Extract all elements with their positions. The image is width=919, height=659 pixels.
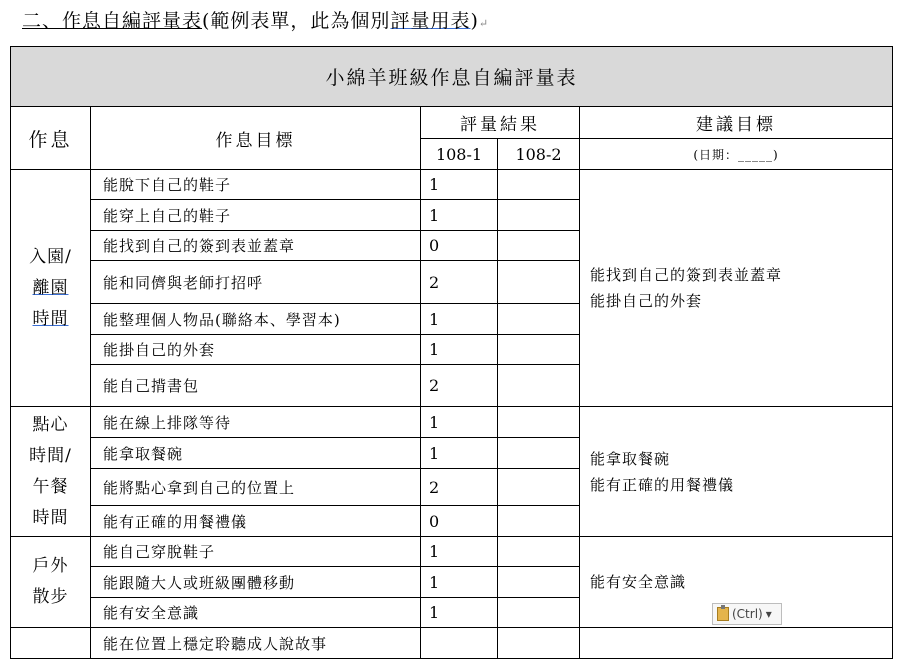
score-108-1[interactable]: 1 bbox=[421, 438, 498, 469]
category-meal[interactable] bbox=[11, 407, 91, 537]
goal-cell[interactable]: 能自己揹書包 bbox=[91, 365, 421, 407]
score-108-2[interactable] bbox=[498, 261, 580, 304]
header-period-1[interactable]: 108-1 bbox=[421, 139, 498, 170]
category-line: 時間 bbox=[32, 507, 69, 528]
goal-cell[interactable]: 能掛自己的外套 bbox=[91, 335, 421, 365]
score-108-2[interactable] bbox=[498, 407, 580, 438]
heading-underlined: 評量用表 bbox=[390, 10, 471, 32]
score-108-1[interactable]: 1 bbox=[421, 304, 498, 335]
category-line: 離園 bbox=[32, 277, 69, 298]
score-108-2[interactable] bbox=[498, 438, 580, 469]
score-108-1[interactable]: 1 bbox=[421, 335, 498, 365]
header-goal[interactable]: 作息目標 bbox=[91, 107, 421, 170]
category-line: 點心 bbox=[32, 414, 69, 435]
header-period-2[interactable]: 108-2 bbox=[498, 139, 580, 170]
score-108-2[interactable] bbox=[498, 304, 580, 335]
score-108-2[interactable] bbox=[498, 537, 580, 567]
header-date[interactable]: (日期：_____) bbox=[580, 139, 893, 170]
category-line: 時間/ bbox=[29, 445, 72, 466]
score-108-1[interactable]: 1 bbox=[421, 537, 498, 567]
paragraph-mark: ↵ bbox=[478, 17, 490, 30]
header-result[interactable]: 評量結果 bbox=[421, 107, 580, 139]
score-108-2[interactable] bbox=[498, 628, 580, 659]
header-routine[interactable]: 作息 bbox=[11, 107, 91, 170]
score-108-2[interactable] bbox=[498, 231, 580, 261]
paste-options-button[interactable] bbox=[712, 603, 782, 625]
clipboard-icon bbox=[717, 607, 729, 621]
category-line: 午餐 bbox=[32, 476, 69, 497]
score-108-1[interactable]: 0 bbox=[421, 506, 498, 537]
table-title[interactable]: 小綿羊班級作息自編評量表 bbox=[11, 47, 893, 107]
suggestion-line: 能有安全意識 bbox=[590, 573, 687, 591]
suggestion-line: 能掛自己的外套 bbox=[590, 292, 703, 310]
suggestion-meal[interactable] bbox=[580, 407, 893, 537]
score-108-2[interactable] bbox=[498, 335, 580, 365]
score-108-1[interactable]: 2 bbox=[421, 469, 498, 506]
score-108-1[interactable] bbox=[421, 628, 498, 659]
document-heading bbox=[22, 6, 489, 33]
goal-cell[interactable]: 能在位置上穩定聆聽成人說故事 bbox=[91, 628, 421, 659]
evaluation-table bbox=[10, 46, 893, 659]
paste-options-label: (Ctrl) bbox=[732, 607, 763, 621]
goal-cell[interactable]: 能穿上自己的鞋子 bbox=[91, 200, 421, 231]
goal-cell[interactable]: 能和同儕與老師打招呼 bbox=[91, 261, 421, 304]
score-108-1[interactable]: 1 bbox=[421, 200, 498, 231]
goal-cell[interactable]: 能整理個人物品(聯絡本、學習本) bbox=[91, 304, 421, 335]
score-108-2[interactable] bbox=[498, 469, 580, 506]
score-108-1[interactable]: 2 bbox=[421, 261, 498, 304]
goal-cell[interactable]: 能找到自己的簽到表並蓋章 bbox=[91, 231, 421, 261]
heading-prefix: 二、作息自編評量表 bbox=[22, 10, 203, 32]
category-line: 散步 bbox=[32, 587, 69, 607]
category-outdoor[interactable] bbox=[11, 537, 91, 628]
score-108-1[interactable]: 1 bbox=[421, 567, 498, 598]
heading-paren-close: ) bbox=[470, 10, 479, 32]
goal-cell[interactable]: 能脫下自己的鞋子 bbox=[91, 170, 421, 200]
goal-cell[interactable]: 能有安全意識 bbox=[91, 598, 421, 628]
suggestion-line: 能找到自己的簽到表並蓋章 bbox=[590, 266, 783, 284]
suggestion-line: 能有正確的用餐禮儀 bbox=[590, 475, 735, 494]
score-108-2[interactable] bbox=[498, 598, 580, 628]
goal-cell[interactable]: 能將點心拿到自己的位置上 bbox=[91, 469, 421, 506]
suggestion-arrival[interactable] bbox=[580, 170, 893, 407]
score-108-2[interactable] bbox=[498, 567, 580, 598]
score-108-2[interactable] bbox=[498, 170, 580, 200]
chevron-down-icon: ▾ bbox=[765, 607, 772, 621]
suggestion-line: 能拿取餐碗 bbox=[590, 449, 671, 468]
goal-cell[interactable]: 能拿取餐碗 bbox=[91, 438, 421, 469]
score-108-2[interactable] bbox=[498, 200, 580, 231]
goal-cell[interactable]: 能跟隨大人或班級團體移動 bbox=[91, 567, 421, 598]
suggestion-story[interactable] bbox=[580, 628, 893, 659]
goal-cell[interactable]: 能在線上排隊等待 bbox=[91, 407, 421, 438]
category-story[interactable] bbox=[11, 628, 91, 659]
category-arrival[interactable] bbox=[11, 170, 91, 407]
category-line: 戶外 bbox=[32, 556, 69, 576]
goal-cell[interactable]: 能自己穿脫鞋子 bbox=[91, 537, 421, 567]
score-108-1[interactable]: 0 bbox=[421, 231, 498, 261]
category-line: 時間 bbox=[32, 308, 69, 329]
heading-paren-open: (範例表單，此為個別 bbox=[202, 10, 391, 32]
score-108-2[interactable] bbox=[498, 365, 580, 407]
score-108-1[interactable]: 1 bbox=[421, 170, 498, 200]
score-108-2[interactable] bbox=[498, 506, 580, 537]
header-suggestion[interactable]: 建議目標 bbox=[580, 107, 893, 139]
goal-cell[interactable]: 能有正確的用餐禮儀 bbox=[91, 506, 421, 537]
category-line: 入園/ bbox=[29, 246, 72, 267]
score-108-1[interactable]: 1 bbox=[421, 407, 498, 438]
score-108-1[interactable]: 2 bbox=[421, 365, 498, 407]
score-108-1[interactable]: 1 bbox=[421, 598, 498, 628]
